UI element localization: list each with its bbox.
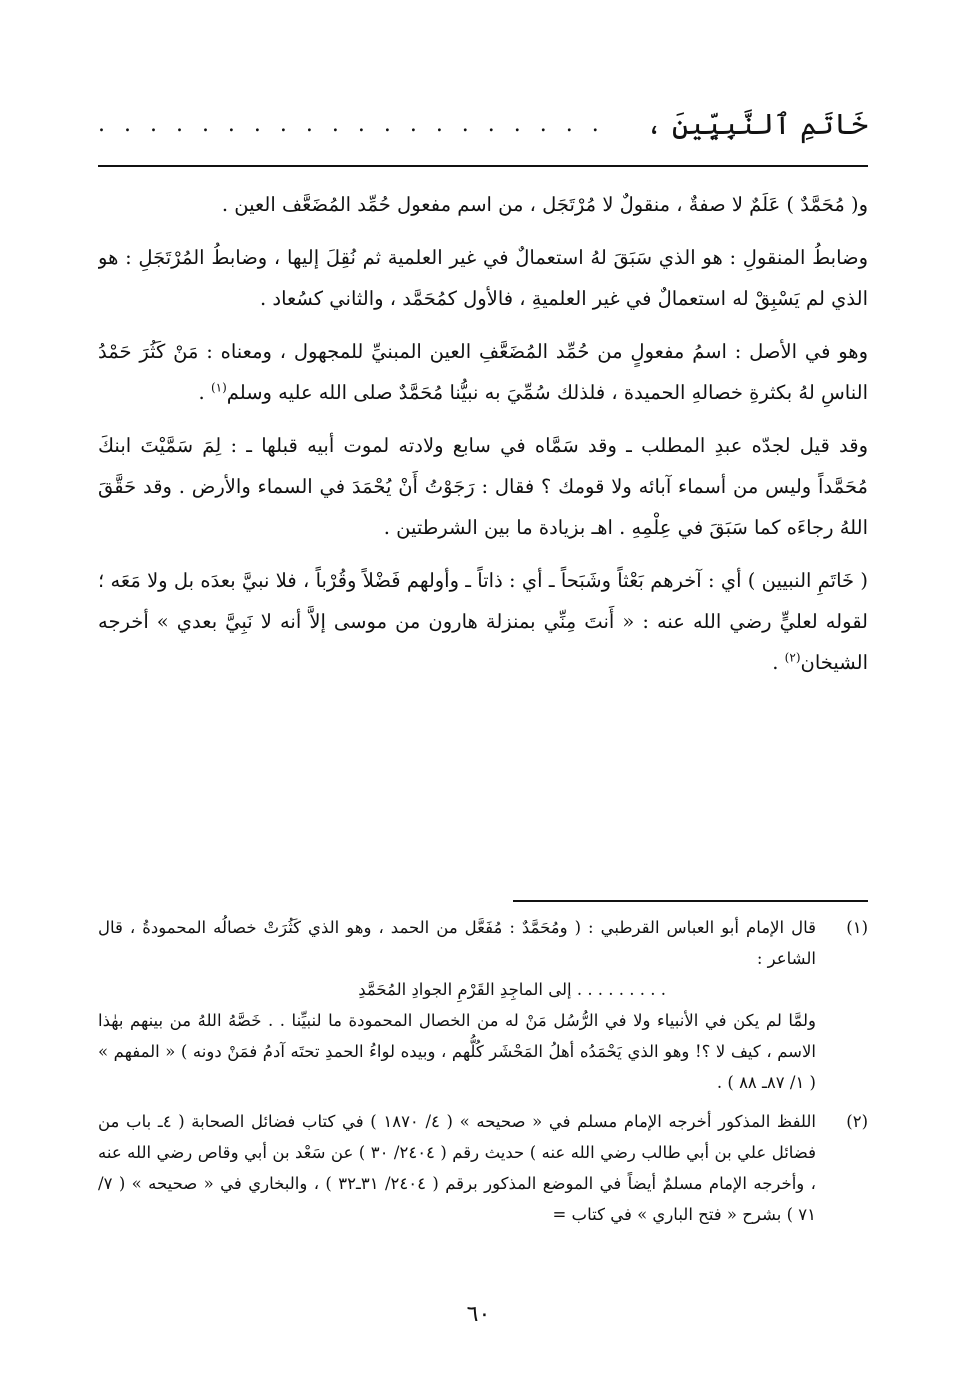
paragraph-end: . <box>198 381 205 404</box>
footnote-ref-1[interactable]: (١) <box>210 380 227 395</box>
main-text <box>98 184 868 884</box>
footnote-line: قال الإمام أبو العباس القرطبي : ( ومُحَمَّدٌ : مُفَعَّل من الحمد ، وهو الذي كَثُرَتْ خصالُه المحمودةُ ، قال الشاعر : <box>98 918 816 968</box>
footnote-body <box>98 1106 816 1230</box>
paragraph-text: وقد قيل لجدّه عبدِ المطلب ـ وقد سَمَّاه في سابع ولادته لموت أبيه قبلها ـ : لِمَ سَمَّيْتَ ابنكَ مُحَمَّداً وليس من أسماء آبائه ولا قومك ؟ فقال : رَجَوْتُ أَنْ يُحْمَدَ في السماء والأرض . وقد حَقَّقَ اللهُ رجاءَه كما سَبَقَ في عِلْمِهِ . اهـ بزيادة ما بين الشرطتين . <box>98 434 868 539</box>
footnote-1 <box>98 912 868 1098</box>
footnote-body <box>98 912 816 1098</box>
poem-verse: . . . . . . . . . إلى الماجِدِ القَرْمِ الجوادِ المُحَمَّدِ <box>358 980 666 999</box>
paragraph-text: و( مُحَمَّدٌ ) عَلَمٌ لا صفةٌ ، منقولٌ لا مُرْتَجَل ، من اسم مفعول حُمِّد المُضَعَّف العين . <box>221 193 868 216</box>
footnotes <box>98 912 868 1282</box>
paragraph-5 <box>98 560 868 683</box>
footnote-line: ولمَّا لم يكن في الأنبياء ولا في الرُّسُل مَنْ له من الخصال المحمودة ما لنبيِّنا . . خَصَّهُ اللهُ من بينهم بهٰذا الاسم ، كيف لا ؟! وهو الذي يَحْمَدُه أهلُ المَحْشَر كُلُّهم ، وبيده لواءُ الحمدِ تحتَه آدمُ فمَنْ دونه ) « المفهم » ( ١/ ٨٧ـ ٨٨ ) . <box>98 1011 816 1092</box>
paragraph-end: . <box>772 651 779 674</box>
paragraph-text: وضابطُ المنقولِ : هو الذي سَبَقَ لهُ استعمالٌ في غير العلمية ثم نُقِلَ إليها ، وضابطُ المُرْتَجَلِ : هو الذي لم يَسْبِقْ له استعمالٌ في غير العلميةِ ، فالأول كمُحَمَّد ، والثاني كسُعاد . <box>98 246 868 310</box>
footnote-number: (١) <box>846 918 868 937</box>
page-number: ٦٠ <box>466 1302 491 1327</box>
paragraph-1 <box>98 184 868 225</box>
header-title: خَاتَمِ ٱلنَّبِيِّينَ ، <box>645 107 868 141</box>
footnote-2 <box>98 1106 868 1230</box>
footnote-line: اللفظ المذكور أخرجه الإمام مسلم في « صحيحه » ( ٤/ ١٨٧٠ ) في كتاب فضائل الصحابة ( ٤ـ باب من فضائل علي بن أبي طالب رضي الله عنه ) حديث رقم ( ٢٤٠٤/ ٣٠ ) عن سَعْد بن أبي وقاص رضي الله عنه ، وأخرجه الإمام مسلمٌ أيضاً في الموضع المذكور برقم ( ٢٤٠٤/ ٣١ـ٣٢ ) ، والبخاري في « صحيحه » ( ٧/ ٧١ ) بشرح « فتح الباري » في كتاب = <box>98 1112 817 1224</box>
footnote-number: (٢) <box>846 1112 868 1131</box>
paragraph-3 <box>98 331 868 413</box>
running-header <box>98 98 868 150</box>
footnote-ref-2[interactable]: (٢) <box>784 650 801 665</box>
paragraph-text: ( خَاتَمِ النبيين ) أي : آخرهم بَعْثاً وشَبَحاً ـ أي : ذاتاً ـ وأولهم فَضْلاً وقُرْباً ، فلا نبيَّ بعدَه بل ولا مَعَه ؛ لقوله لعليٍّ رضي الله عنه : « أَنتَ مِنِّي بمنزلة هارون من موسى إلاَّ أنه لا نَبِيَّ بعدي » أخرجه الشيخان <box>98 569 868 674</box>
paragraph-text: وهو في الأصل : اسمُ مفعولٍ من حُمِّد المُضَعَّفِ العين المبنيِّ للمجهول ، ومعناه : مَنْ كَثُرَ حَمْدُ الناسِ لهُ بكثرةِ خصالهِ الحميدة ، فلذلك سُمِّيَ به نبيُّنا مُحَمَّدٌ صلى الله عليه وسلم <box>98 340 868 404</box>
paragraph-2 <box>98 237 868 319</box>
header-rule <box>98 165 868 167</box>
paragraph-4 <box>98 425 868 548</box>
header-dotted-leader: . . . . . . . . . . . . . . . . . . . . <box>98 111 605 137</box>
footnote-rule <box>513 900 868 902</box>
